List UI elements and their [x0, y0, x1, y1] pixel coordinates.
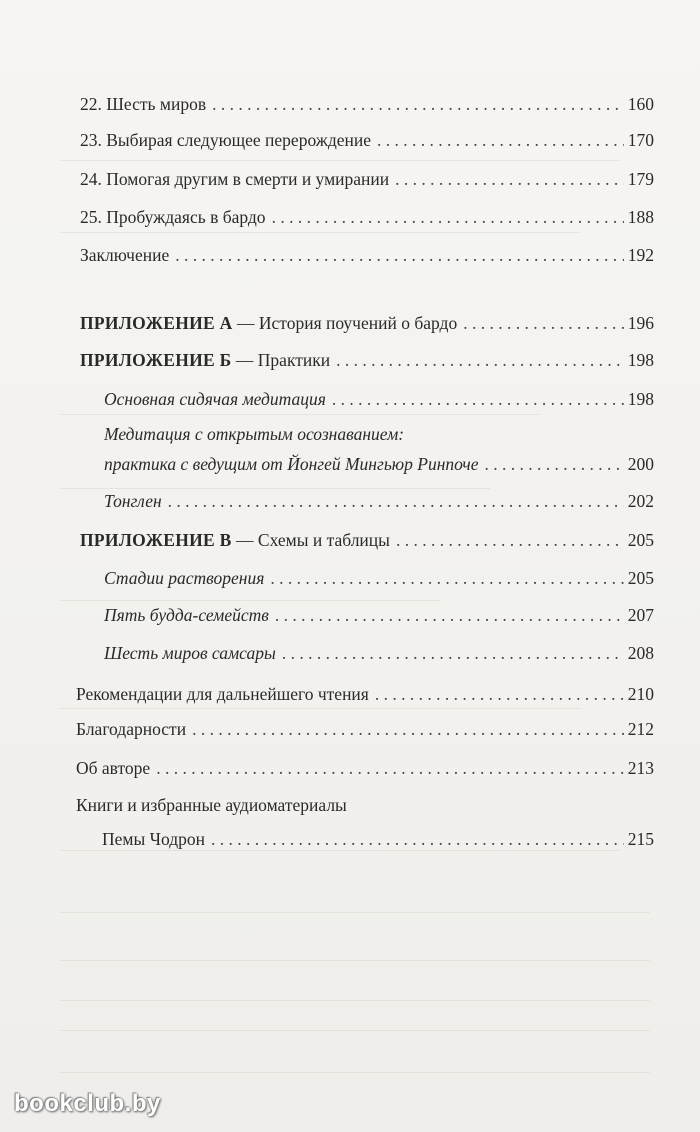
- toc-entry-title: [80, 313, 457, 333]
- toc-entry-page: 160: [627, 94, 654, 114]
- toc-leader-dots: [332, 389, 624, 409]
- toc-entry-page: 202: [627, 491, 654, 511]
- toc-leader-dots: [156, 758, 624, 778]
- toc-subentry-line1: Медитация с открытым осознаванием:: [104, 424, 405, 444]
- toc-entry-title: практика с ведущим от Йонгей Мингьюр Ринпоче: [104, 454, 479, 474]
- toc-entry-title: Заключение: [80, 245, 170, 265]
- toc-entry-page: 200: [627, 454, 654, 474]
- toc-entry-title: 24. Помогая другим в смерти и умирании: [80, 169, 390, 189]
- toc-entry-page: 212: [627, 719, 654, 739]
- toc-entry: [76, 719, 654, 739]
- toc-entry-page: 170: [627, 130, 654, 150]
- toc-entry-page: 215: [627, 829, 654, 849]
- toc-entry-title: Шесть миров самсары: [104, 643, 276, 663]
- toc-entry-page: 196: [627, 313, 654, 333]
- toc-entry-page: 213: [627, 758, 654, 778]
- appendix-subtitle: — Практики: [231, 350, 331, 370]
- toc-leader-dots: [270, 568, 623, 588]
- toc-entry: [80, 130, 654, 150]
- toc-entry-line1: Книги и избранные аудиоматериалы: [76, 795, 347, 815]
- toc-entry-page: 205: [627, 568, 654, 588]
- toc-entry-title: Рекомендации для дальнейшего чтения: [76, 684, 369, 704]
- toc-entry-appendix-c: [80, 530, 654, 550]
- toc-entry-page: 210: [627, 684, 654, 704]
- toc-entry-appendix-b: [80, 350, 654, 370]
- toc-entry-title: Стадии растворения: [104, 568, 265, 588]
- toc-entry-page: 198: [627, 350, 654, 370]
- toc-entry: [80, 245, 654, 265]
- toc-entry-page: 179: [627, 169, 654, 189]
- toc-entry-title: 25. Пробуждаясь в бардо: [80, 207, 266, 227]
- toc-entry-title: [80, 350, 330, 370]
- toc-entry-page: 205: [627, 530, 654, 550]
- appendix-label: ПРИЛОЖЕНИЕ А: [80, 313, 233, 333]
- toc-leader-dots: [272, 207, 624, 227]
- toc-leader-dots: [375, 684, 624, 704]
- toc-entry-title: Пять будда-семейств: [104, 605, 269, 625]
- toc-entry-appendix-a: [80, 313, 654, 333]
- toc-leader-dots: [282, 643, 624, 663]
- toc-entry-page: 188: [627, 207, 654, 227]
- toc-entry: [102, 829, 654, 849]
- appendix-label: ПРИЛОЖЕНИЕ Б: [80, 350, 232, 370]
- toc-leader-dots: [192, 719, 624, 739]
- toc-entry-page: 192: [627, 245, 654, 265]
- toc-subentry: [104, 643, 654, 663]
- toc-leader-dots: [175, 245, 624, 265]
- toc-entry: [80, 207, 654, 227]
- toc-subentry: [104, 389, 654, 409]
- toc-leader-dots: [336, 350, 624, 370]
- toc-entry-title: 22. Шесть миров: [80, 94, 207, 114]
- toc-subentry: [104, 605, 654, 625]
- toc-leader-dots: [168, 491, 624, 511]
- toc-leader-dots: [396, 530, 624, 550]
- toc-subentry: [104, 454, 654, 474]
- toc-leader-dots: [395, 169, 624, 189]
- toc-leader-dots: [377, 130, 624, 150]
- toc-entry-title: Тонглен: [104, 491, 162, 511]
- appendix-subtitle: — Схемы и таблицы: [231, 530, 390, 550]
- toc-subentry: [104, 491, 654, 511]
- toc-entry-title: Основная сидячая медитация: [104, 389, 326, 409]
- toc-leader-dots: [212, 94, 624, 114]
- toc-entry-title: Пемы Чодрон: [102, 829, 206, 849]
- toc-leader-dots: [485, 454, 624, 474]
- site-watermark: bookclub.by: [14, 1090, 161, 1117]
- toc-entry-page: 208: [627, 643, 654, 663]
- toc-leader-dots: [463, 313, 624, 333]
- toc-entry-title: Благодарности: [76, 719, 187, 739]
- toc-entry-page: 207: [627, 605, 654, 625]
- toc-entry-page: 198: [627, 389, 654, 409]
- toc-entry: [76, 684, 654, 704]
- toc-entry-title: [80, 530, 390, 550]
- toc-entry: [80, 94, 654, 114]
- appendix-subtitle: — История поучений о бардо: [232, 313, 458, 333]
- toc-entry: [80, 169, 654, 189]
- toc-entry-title: Об авторе: [76, 758, 151, 778]
- toc-leader-dots: [275, 605, 624, 625]
- toc-subentry: [104, 568, 654, 588]
- toc-leader-dots: [211, 829, 624, 849]
- appendix-label: ПРИЛОЖЕНИЕ В: [80, 530, 232, 550]
- toc-entry: [76, 758, 654, 778]
- toc-entry-title: 23. Выбирая следующее перерождение: [80, 130, 372, 150]
